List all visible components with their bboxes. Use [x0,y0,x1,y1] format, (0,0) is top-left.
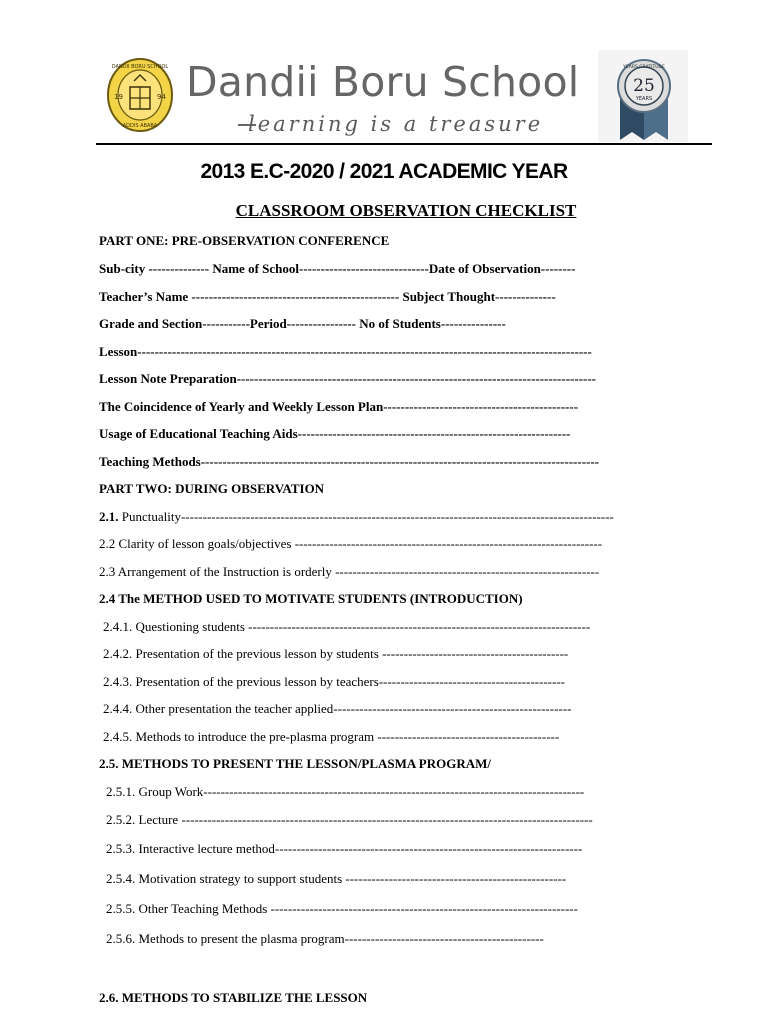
school-name: Dandii Boru School [186,58,580,106]
field-lesson-note: Lesson Note Preparation----------------------------------------------------------------------------------- [99,371,597,386]
seal-text-top: DANDII BORU SCHOOL [111,64,169,70]
punctuality-number: 2.1. [99,509,119,524]
seal-year-left: 19 [114,93,123,101]
item-2-4-2: 2.4.2. Presentation of the previous lesson by students ------------------------------------------- [103,646,569,661]
school-seal-icon [106,57,174,133]
item-2-4-1: 2.4.1. Questioning students ------------------------------------------------------------------------------- [103,619,591,634]
badge-arc-text: YEARS GRATITUDE [623,65,665,70]
field-teaching-methods: Teaching Methods-------------------------------------------------------------------------------------------- [99,454,600,469]
item-2-2: 2.2 Clarity of lesson goals/objectives ----------------------------------------------------------------------- [99,536,603,551]
item-2-3: 2.3 Arrangement of the Instruction is orderly ------------------------------------------------------------- [99,564,600,579]
field-teaching-aids: Usage of Educational Teaching Aids--------------------------------------------------------------- [99,426,571,441]
checklist-title: CLASSROOM OBSERVATION CHECKLIST [235,201,577,220]
section-2-6-heading: 2.6. METHODS TO STABILIZE THE LESSON [99,990,368,1005]
item-2-5-6: 2.5.6. Methods to present the plasma program---------------------------------------------- [106,931,544,946]
letterhead [0,0,768,150]
badge-text: YEARS [635,96,653,102]
punctuality-label: Punctuality---------------------------------------------------------------------------------------------------- [121,509,614,524]
school-motto: learning is a treasure [248,112,544,136]
field-subcity-school-date: Sub-city -------------- Name of School------------------------------Date of Observation-------- [99,261,576,276]
item-2-4-4: 2.4.4. Other presentation the teacher applied------------------------------------------------------- [103,701,572,716]
anniversary-badge-icon [598,50,688,142]
section-2-5-heading: 2.5. METHODS TO PRESENT THE LESSON/PLASMA PROGRAM/ [99,756,492,771]
item-2-5-4: 2.5.4. Motivation strategy to support students --------------------------------------------------- [106,871,567,886]
academic-year-heading: 2013 E.C-2020 / 2021 ACADEMIC YEAR [200,160,568,183]
item-2-5-5: 2.5.5. Other Teaching Methods ----------------------------------------------------------------------- [106,901,578,916]
field-grade-period-students: Grade and Section-----------Period---------------- No of Students--------------- [99,316,506,331]
item-2-5-2: 2.5.2. Lecture ----------------------------------------------------------------------------------------------- [106,812,593,827]
part-two-heading: PART TWO: DURING OBSERVATION [99,481,325,496]
item-2-5-1: 2.5.1. Group Work---------------------------------------------------------------------------------------- [106,784,585,799]
item-2-4-5: 2.4.5. Methods to introduce the pre-plasma program ------------------------------------------ [103,729,560,744]
part-one-heading: PART ONE: PRE-OBSERVATION CONFERENCE [99,233,390,248]
item-punctuality [99,509,614,525]
field-teacher-subject: Teacher’s Name ------------------------------------------------ Subject Thought-------------- [99,289,556,304]
section-2-4-heading: 2.4 The METHOD USED TO MOTIVATE STUDENTS (INTRODUCTION) [99,591,523,606]
field-lesson: Lesson--------------------------------------------------------------------------------------------------------- [99,344,592,359]
seal-text-bottom: ADDIS ABABA [122,123,158,129]
item-2-4-3: 2.4.3. Presentation of the previous lesson by teachers------------------------------------------- [103,674,565,689]
item-2-5-3: 2.5.3. Interactive lecture method----------------------------------------------------------------------- [106,841,583,856]
field-lesson-plan: The Coincidence of Yearly and Weekly Lesson Plan--------------------------------------------- [99,399,579,414]
header-rule [96,143,712,145]
seal-year-right: 94 [157,93,166,101]
badge-number: 25 [633,76,655,96]
